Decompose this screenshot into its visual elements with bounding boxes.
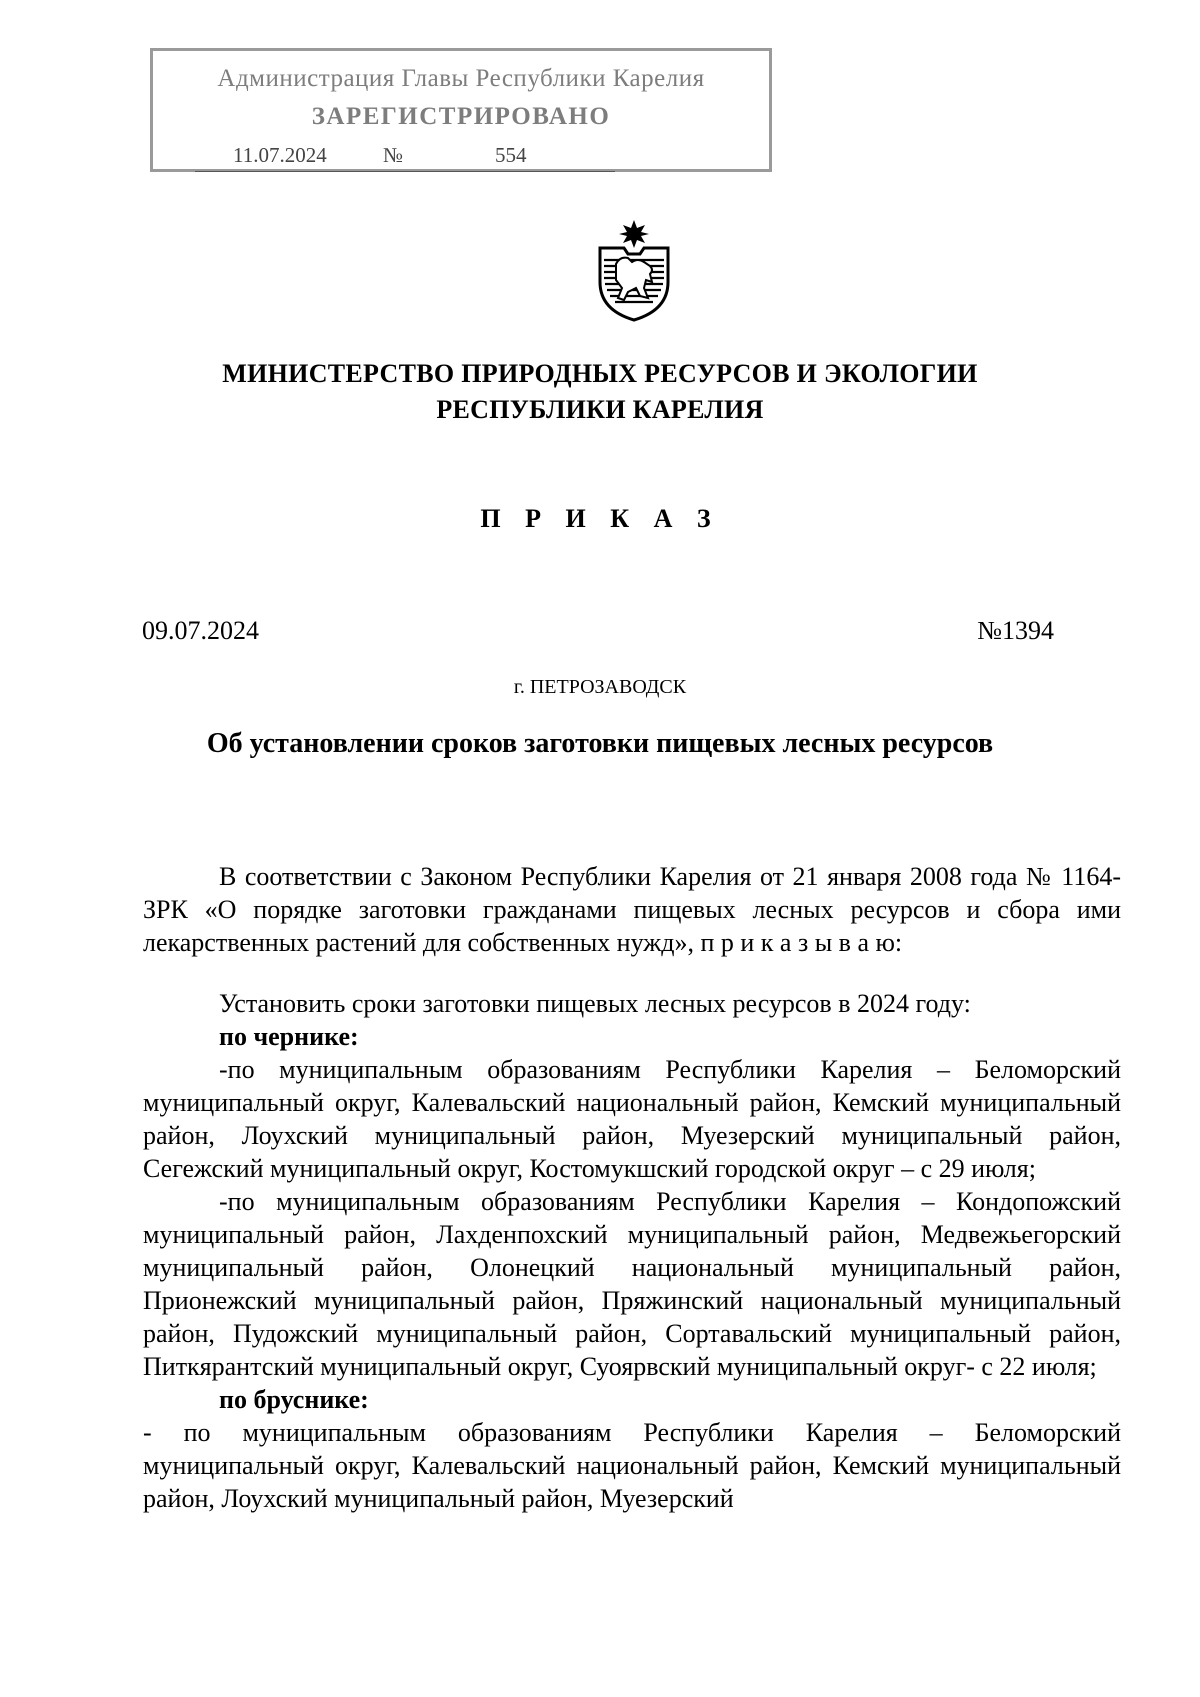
stamp-authority: Администрация Главы Республики Карелия <box>217 65 705 92</box>
stamp-registration-line <box>195 143 615 172</box>
city: г. ПЕТРОЗАВОДСК <box>513 676 687 698</box>
order-date: 09.07.2024 <box>142 616 259 645</box>
registration-stamp <box>150 48 772 172</box>
blueberry-heading: по чернике: <box>219 1022 359 1051</box>
document-body <box>143 860 1121 1515</box>
document-type: П Р И К А З <box>480 504 720 533</box>
ministry-line-1: МИНИСТЕРСТВО ПРИРОДНЫХ РЕСУРСОВ И ЭКОЛОГИИ <box>222 359 978 388</box>
stamp-registered: ЗАРЕГИСТРИРОВАНО <box>311 103 611 130</box>
document-title: Об установлении сроков заготовки пищевых лесных ресурсов <box>206 728 994 759</box>
order-number: №1394 <box>977 616 1054 645</box>
lingonberry-heading: по бруснике: <box>219 1385 369 1414</box>
intro-paragraph: Установить сроки заготовки пищевых лесных ресурсов в 2024 году: <box>219 989 971 1018</box>
blueberry-paragraph-2: -по муниципальным образованиям Республики Карелия – Кондопожский муниципальный район, Лахденпохский муниципальный район, Медвежьегорский муниципальный район, Олонецкий национальный муниципальный район, Прионежский муниципальный район, Пряжинский национальный муниципальный район, Пудожский муниципальный район, Сортавальский муниципальный район, Питкярантский муниципальный округ, Суоярвский муниципальный округ- с 22 июля; <box>143 1187 1121 1381</box>
stamp-number: 554 <box>495 143 527 167</box>
blueberry-paragraph-1: -по муниципальным образованиям Республики Карелия – Беломорский муниципальный округ, Калевальский национальный район, Кемский муниципальный район, Лоухский муниципальный район, Муезерский муниципальный район, Сегежский муниципальный округ, Костомукшский городской округ – с 29 июля; <box>143 1055 1121 1183</box>
ministry-name <box>0 356 1200 428</box>
stamp-date: 11.07.2024 <box>233 143 327 167</box>
stamp-number-label: № <box>383 143 404 167</box>
karelia-coat-of-arms-icon <box>594 218 674 322</box>
lingonberry-paragraph-1: - по муниципальным образованиям Республики Карелия – Беломорский муниципальный округ, Калевальский национальный район, Кемский муниципальный район, Лоухский муниципальный район, Муезерский <box>143 1418 1121 1513</box>
ministry-line-2: РЕСПУБЛИКИ КАРЕЛИЯ <box>436 395 764 424</box>
preamble-paragraph: В соответствии с Законом Республики Карелия от 21 января 2008 года № 1164-ЗРК «О порядке заготовки гражданами пищевых лесных ресурсов и сбора ими лекарственных растений для собственных нужд», п р и к а з ы в а ю: <box>143 862 1121 957</box>
